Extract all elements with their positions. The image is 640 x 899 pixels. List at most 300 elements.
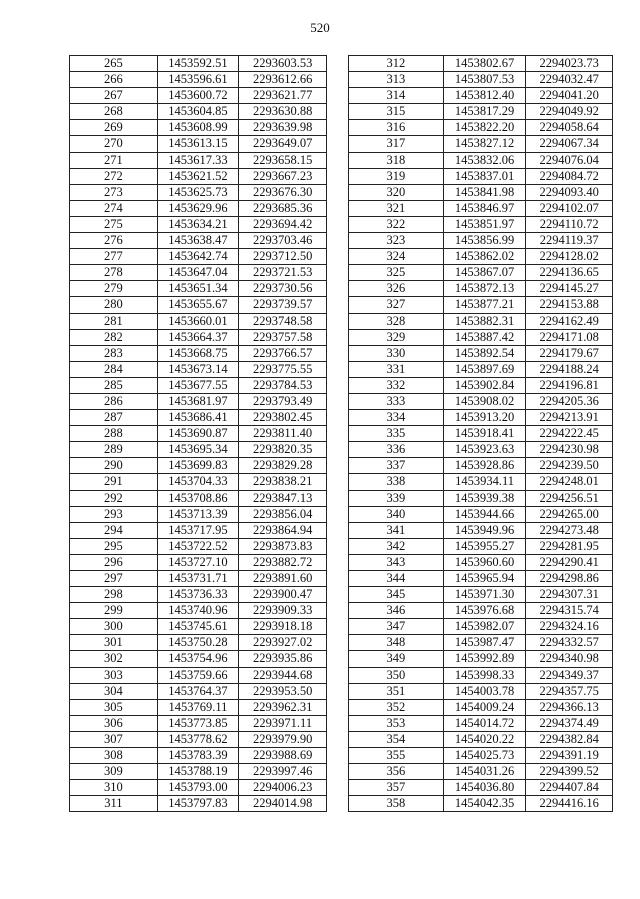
point-number-cell: 347 xyxy=(349,619,444,635)
table-row xyxy=(70,731,327,747)
table-row xyxy=(70,410,327,426)
x-coordinate-cell: 1453642.74 xyxy=(157,249,239,265)
point-number-cell: 302 xyxy=(70,651,158,667)
x-coordinate-cell: 1453807.53 xyxy=(443,72,526,88)
table-row xyxy=(349,88,613,104)
x-coordinate-cell: 1453629.96 xyxy=(157,200,239,216)
coordinates-table-left-body xyxy=(70,56,327,812)
point-number-cell: 343 xyxy=(349,554,444,570)
y-coordinate-cell: 2293694.42 xyxy=(239,216,327,232)
table-row xyxy=(70,361,327,377)
table-row xyxy=(349,329,613,345)
table-row xyxy=(349,667,613,683)
y-coordinate-cell: 2293847.13 xyxy=(239,490,327,506)
table-row xyxy=(349,490,613,506)
x-coordinate-cell: 1453736.33 xyxy=(157,587,239,603)
y-coordinate-cell: 2293838.21 xyxy=(239,474,327,490)
y-coordinate-cell: 2293703.46 xyxy=(239,233,327,249)
table-row xyxy=(349,168,613,184)
y-coordinate-cell: 2293882.72 xyxy=(239,554,327,570)
point-number-cell: 280 xyxy=(70,297,158,313)
table-row xyxy=(349,635,613,651)
x-coordinate-cell: 1453754.96 xyxy=(157,651,239,667)
table-row xyxy=(70,587,327,603)
table-row xyxy=(70,603,327,619)
x-coordinate-cell: 1453851.97 xyxy=(443,216,526,232)
y-coordinate-cell: 2293739.57 xyxy=(239,297,327,313)
x-coordinate-cell: 1453769.11 xyxy=(157,699,239,715)
table-row xyxy=(349,651,613,667)
coordinates-table-right-body xyxy=(349,56,613,812)
y-coordinate-cell: 2293784.53 xyxy=(239,377,327,393)
table-row xyxy=(70,249,327,265)
table-row xyxy=(70,120,327,136)
y-coordinate-cell: 2294239.50 xyxy=(526,458,613,474)
y-coordinate-cell: 2294340.98 xyxy=(526,651,613,667)
table-row xyxy=(70,200,327,216)
point-number-cell: 342 xyxy=(349,538,444,554)
table-row xyxy=(349,393,613,409)
y-coordinate-cell: 2294391.19 xyxy=(526,748,613,764)
x-coordinate-cell: 1453708.86 xyxy=(157,490,239,506)
x-coordinate-cell: 1453783.39 xyxy=(157,748,239,764)
x-coordinate-cell: 1454042.35 xyxy=(443,796,526,812)
table-row xyxy=(70,329,327,345)
y-coordinate-cell: 2293712.50 xyxy=(239,249,327,265)
table-row xyxy=(70,796,327,812)
table-row xyxy=(70,538,327,554)
y-coordinate-cell: 2294407.84 xyxy=(526,780,613,796)
y-coordinate-cell: 2294256.51 xyxy=(526,490,613,506)
point-number-cell: 267 xyxy=(70,88,158,104)
y-coordinate-cell: 2294041.20 xyxy=(526,88,613,104)
x-coordinate-cell: 1453949.96 xyxy=(443,522,526,538)
y-coordinate-cell: 2294014.98 xyxy=(239,796,327,812)
table-row xyxy=(349,216,613,232)
x-coordinate-cell: 1453745.61 xyxy=(157,619,239,635)
x-coordinate-cell: 1453773.85 xyxy=(157,715,239,731)
point-number-cell: 274 xyxy=(70,200,158,216)
point-number-cell: 300 xyxy=(70,619,158,635)
x-coordinate-cell: 1453677.55 xyxy=(157,377,239,393)
point-number-cell: 358 xyxy=(349,796,444,812)
x-coordinate-cell: 1453882.31 xyxy=(443,313,526,329)
y-coordinate-cell: 2294179.67 xyxy=(526,345,613,361)
table-row xyxy=(70,458,327,474)
x-coordinate-cell: 1454014.72 xyxy=(443,715,526,731)
point-number-cell: 352 xyxy=(349,699,444,715)
x-coordinate-cell: 1453939.38 xyxy=(443,490,526,506)
point-number-cell: 310 xyxy=(70,780,158,796)
point-number-cell: 303 xyxy=(70,667,158,683)
y-coordinate-cell: 2294023.73 xyxy=(526,56,613,72)
x-coordinate-cell: 1453750.28 xyxy=(157,635,239,651)
table-row xyxy=(70,506,327,522)
y-coordinate-cell: 2294188.24 xyxy=(526,361,613,377)
table-row xyxy=(349,281,613,297)
table-row xyxy=(70,764,327,780)
table-row xyxy=(70,667,327,683)
x-coordinate-cell: 1453987.47 xyxy=(443,635,526,651)
point-number-cell: 290 xyxy=(70,458,158,474)
y-coordinate-cell: 2294205.36 xyxy=(526,393,613,409)
y-coordinate-cell: 2293811.40 xyxy=(239,426,327,442)
x-coordinate-cell: 1453867.07 xyxy=(443,265,526,281)
point-number-cell: 357 xyxy=(349,780,444,796)
y-coordinate-cell: 2294315.74 xyxy=(526,603,613,619)
table-row xyxy=(70,683,327,699)
y-coordinate-cell: 2293979.90 xyxy=(239,731,327,747)
x-coordinate-cell: 1453837.01 xyxy=(443,168,526,184)
point-number-cell: 353 xyxy=(349,715,444,731)
y-coordinate-cell: 2294382.84 xyxy=(526,731,613,747)
table-row xyxy=(349,120,613,136)
table-row xyxy=(70,522,327,538)
y-coordinate-cell: 2294248.01 xyxy=(526,474,613,490)
x-coordinate-cell: 1453976.68 xyxy=(443,603,526,619)
table-row xyxy=(70,297,327,313)
x-coordinate-cell: 1453832.06 xyxy=(443,152,526,168)
y-coordinate-cell: 2293621.77 xyxy=(239,88,327,104)
table-row xyxy=(70,619,327,635)
x-coordinate-cell: 1453690.87 xyxy=(157,426,239,442)
y-coordinate-cell: 2293971.11 xyxy=(239,715,327,731)
point-number-cell: 345 xyxy=(349,587,444,603)
y-coordinate-cell: 2294273.48 xyxy=(526,522,613,538)
point-number-cell: 317 xyxy=(349,136,444,152)
table-row xyxy=(349,265,613,281)
y-coordinate-cell: 2294298.86 xyxy=(526,571,613,587)
x-coordinate-cell: 1453699.83 xyxy=(157,458,239,474)
point-number-cell: 304 xyxy=(70,683,158,699)
x-coordinate-cell: 1453664.37 xyxy=(157,329,239,345)
table-row xyxy=(349,603,613,619)
x-coordinate-cell: 1453727.10 xyxy=(157,554,239,570)
point-number-cell: 292 xyxy=(70,490,158,506)
table-row xyxy=(70,780,327,796)
table-row xyxy=(349,587,613,603)
y-coordinate-cell: 2293639.98 xyxy=(239,120,327,136)
x-coordinate-cell: 1453887.42 xyxy=(443,329,526,345)
y-coordinate-cell: 2294136.65 xyxy=(526,265,613,281)
y-coordinate-cell: 2293927.02 xyxy=(239,635,327,651)
point-number-cell: 269 xyxy=(70,120,158,136)
y-coordinate-cell: 2293676.30 xyxy=(239,184,327,200)
x-coordinate-cell: 1453713.39 xyxy=(157,506,239,522)
y-coordinate-cell: 2294128.02 xyxy=(526,249,613,265)
point-number-cell: 344 xyxy=(349,571,444,587)
point-number-cell: 354 xyxy=(349,731,444,747)
y-coordinate-cell: 2294006.23 xyxy=(239,780,327,796)
table-row xyxy=(70,426,327,442)
table-row xyxy=(349,619,613,635)
table-row xyxy=(70,715,327,731)
x-coordinate-cell: 1453695.34 xyxy=(157,442,239,458)
x-coordinate-cell: 1453846.97 xyxy=(443,200,526,216)
table-row xyxy=(70,490,327,506)
x-coordinate-cell: 1453681.97 xyxy=(157,393,239,409)
table-row xyxy=(349,410,613,426)
point-number-cell: 265 xyxy=(70,56,158,72)
point-number-cell: 271 xyxy=(70,152,158,168)
y-coordinate-cell: 2293757.58 xyxy=(239,329,327,345)
x-coordinate-cell: 1454009.24 xyxy=(443,699,526,715)
table-row xyxy=(349,731,613,747)
y-coordinate-cell: 2294416.16 xyxy=(526,796,613,812)
point-number-cell: 273 xyxy=(70,184,158,200)
point-number-cell: 339 xyxy=(349,490,444,506)
table-row xyxy=(349,764,613,780)
y-coordinate-cell: 2294281.95 xyxy=(526,538,613,554)
y-coordinate-cell: 2293935.86 xyxy=(239,651,327,667)
table-row xyxy=(70,442,327,458)
x-coordinate-cell: 1453955.27 xyxy=(443,538,526,554)
point-number-cell: 338 xyxy=(349,474,444,490)
table-row xyxy=(349,571,613,587)
table-row xyxy=(349,136,613,152)
point-number-cell: 351 xyxy=(349,683,444,699)
table-row xyxy=(70,635,327,651)
x-coordinate-cell: 1453778.62 xyxy=(157,731,239,747)
y-coordinate-cell: 2294307.31 xyxy=(526,587,613,603)
x-coordinate-cell: 1453992.89 xyxy=(443,651,526,667)
y-coordinate-cell: 2294162.49 xyxy=(526,313,613,329)
y-coordinate-cell: 2293856.04 xyxy=(239,506,327,522)
x-coordinate-cell: 1453892.54 xyxy=(443,345,526,361)
table-row xyxy=(349,361,613,377)
y-coordinate-cell: 2293766.57 xyxy=(239,345,327,361)
y-coordinate-cell: 2293997.46 xyxy=(239,764,327,780)
x-coordinate-cell: 1453802.67 xyxy=(443,56,526,72)
x-coordinate-cell: 1453827.12 xyxy=(443,136,526,152)
point-number-cell: 328 xyxy=(349,313,444,329)
y-coordinate-cell: 2294171.08 xyxy=(526,329,613,345)
y-coordinate-cell: 2293909.33 xyxy=(239,603,327,619)
x-coordinate-cell: 1453608.99 xyxy=(157,120,239,136)
x-coordinate-cell: 1453971.30 xyxy=(443,587,526,603)
table-row xyxy=(70,474,327,490)
point-number-cell: 306 xyxy=(70,715,158,731)
x-coordinate-cell: 1454036.80 xyxy=(443,780,526,796)
x-coordinate-cell: 1453797.83 xyxy=(157,796,239,812)
y-coordinate-cell: 2294222.45 xyxy=(526,426,613,442)
point-number-cell: 285 xyxy=(70,377,158,393)
table-row xyxy=(349,72,613,88)
y-coordinate-cell: 2294196.81 xyxy=(526,377,613,393)
x-coordinate-cell: 1453764.37 xyxy=(157,683,239,699)
x-coordinate-cell: 1453731.71 xyxy=(157,571,239,587)
y-coordinate-cell: 2293944.68 xyxy=(239,667,327,683)
table-row xyxy=(70,571,327,587)
point-number-cell: 356 xyxy=(349,764,444,780)
point-number-cell: 330 xyxy=(349,345,444,361)
point-number-cell: 301 xyxy=(70,635,158,651)
x-coordinate-cell: 1453872.13 xyxy=(443,281,526,297)
x-coordinate-cell: 1453717.95 xyxy=(157,522,239,538)
table-row xyxy=(349,233,613,249)
y-coordinate-cell: 2294324.16 xyxy=(526,619,613,635)
table-row xyxy=(349,715,613,731)
y-coordinate-cell: 2294058.64 xyxy=(526,120,613,136)
table-row xyxy=(349,506,613,522)
point-number-cell: 289 xyxy=(70,442,158,458)
x-coordinate-cell: 1453923.63 xyxy=(443,442,526,458)
table-row xyxy=(70,216,327,232)
x-coordinate-cell: 1453822.20 xyxy=(443,120,526,136)
point-number-cell: 287 xyxy=(70,410,158,426)
y-coordinate-cell: 2293721.53 xyxy=(239,265,327,281)
x-coordinate-cell: 1453788.19 xyxy=(157,764,239,780)
point-number-cell: 324 xyxy=(349,249,444,265)
y-coordinate-cell: 2294119.37 xyxy=(526,233,613,249)
x-coordinate-cell: 1453913.20 xyxy=(443,410,526,426)
table-row xyxy=(70,72,327,88)
point-number-cell: 291 xyxy=(70,474,158,490)
table-row xyxy=(70,184,327,200)
table-row xyxy=(70,393,327,409)
point-number-cell: 334 xyxy=(349,410,444,426)
x-coordinate-cell: 1453651.34 xyxy=(157,281,239,297)
point-number-cell: 329 xyxy=(349,329,444,345)
y-coordinate-cell: 2294110.72 xyxy=(526,216,613,232)
x-coordinate-cell: 1453660.01 xyxy=(157,313,239,329)
table-row xyxy=(349,426,613,442)
table-row xyxy=(349,474,613,490)
table-row xyxy=(349,313,613,329)
point-number-cell: 327 xyxy=(349,297,444,313)
y-coordinate-cell: 2294332.57 xyxy=(526,635,613,651)
table-row xyxy=(349,377,613,393)
point-number-cell: 332 xyxy=(349,377,444,393)
y-coordinate-cell: 2294084.72 xyxy=(526,168,613,184)
point-number-cell: 335 xyxy=(349,426,444,442)
coordinates-table-left xyxy=(69,55,327,812)
point-number-cell: 321 xyxy=(349,200,444,216)
table-row xyxy=(349,538,613,554)
table-row xyxy=(70,152,327,168)
y-coordinate-cell: 2293658.15 xyxy=(239,152,327,168)
x-coordinate-cell: 1453928.86 xyxy=(443,458,526,474)
point-number-cell: 325 xyxy=(349,265,444,281)
point-number-cell: 296 xyxy=(70,554,158,570)
y-coordinate-cell: 2293730.56 xyxy=(239,281,327,297)
point-number-cell: 284 xyxy=(70,361,158,377)
y-coordinate-cell: 2294265.00 xyxy=(526,506,613,522)
point-number-cell: 320 xyxy=(349,184,444,200)
y-coordinate-cell: 2294366.13 xyxy=(526,699,613,715)
x-coordinate-cell: 1453934.11 xyxy=(443,474,526,490)
table-row xyxy=(349,683,613,699)
point-number-cell: 314 xyxy=(349,88,444,104)
y-coordinate-cell: 2294049.92 xyxy=(526,104,613,120)
table-row xyxy=(349,442,613,458)
point-number-cell: 286 xyxy=(70,393,158,409)
point-number-cell: 323 xyxy=(349,233,444,249)
x-coordinate-cell: 1453596.61 xyxy=(157,72,239,88)
point-number-cell: 305 xyxy=(70,699,158,715)
table-row xyxy=(349,748,613,764)
x-coordinate-cell: 1453722.52 xyxy=(157,538,239,554)
point-number-cell: 278 xyxy=(70,265,158,281)
point-number-cell: 336 xyxy=(349,442,444,458)
y-coordinate-cell: 2294102.07 xyxy=(526,200,613,216)
point-number-cell: 307 xyxy=(70,731,158,747)
y-coordinate-cell: 2294145.27 xyxy=(526,281,613,297)
point-number-cell: 275 xyxy=(70,216,158,232)
table-row xyxy=(70,699,327,715)
y-coordinate-cell: 2294213.91 xyxy=(526,410,613,426)
point-number-cell: 355 xyxy=(349,748,444,764)
y-coordinate-cell: 2293667.23 xyxy=(239,168,327,184)
point-number-cell: 270 xyxy=(70,136,158,152)
y-coordinate-cell: 2293988.69 xyxy=(239,748,327,764)
table-row xyxy=(349,345,613,361)
x-coordinate-cell: 1453817.29 xyxy=(443,104,526,120)
table-row xyxy=(349,152,613,168)
y-coordinate-cell: 2293630.88 xyxy=(239,104,327,120)
table-row xyxy=(349,796,613,812)
x-coordinate-cell: 1454003.78 xyxy=(443,683,526,699)
point-number-cell: 266 xyxy=(70,72,158,88)
table-row xyxy=(70,104,327,120)
point-number-cell: 293 xyxy=(70,506,158,522)
coordinates-table-right xyxy=(348,55,613,812)
table-row xyxy=(349,297,613,313)
x-coordinate-cell: 1453998.33 xyxy=(443,667,526,683)
x-coordinate-cell: 1453604.85 xyxy=(157,104,239,120)
x-coordinate-cell: 1453600.72 xyxy=(157,88,239,104)
table-row xyxy=(70,554,327,570)
table-row xyxy=(349,56,613,72)
x-coordinate-cell: 1453960.60 xyxy=(443,554,526,570)
point-number-cell: 308 xyxy=(70,748,158,764)
point-number-cell: 297 xyxy=(70,571,158,587)
y-coordinate-cell: 2294290.41 xyxy=(526,554,613,570)
point-number-cell: 299 xyxy=(70,603,158,619)
y-coordinate-cell: 2293748.58 xyxy=(239,313,327,329)
point-number-cell: 348 xyxy=(349,635,444,651)
table-row xyxy=(349,104,613,120)
x-coordinate-cell: 1454020.22 xyxy=(443,731,526,747)
x-coordinate-cell: 1453902.84 xyxy=(443,377,526,393)
point-number-cell: 298 xyxy=(70,587,158,603)
x-coordinate-cell: 1453944.66 xyxy=(443,506,526,522)
table-row xyxy=(70,651,327,667)
y-coordinate-cell: 2294374.49 xyxy=(526,715,613,731)
x-coordinate-cell: 1453617.33 xyxy=(157,152,239,168)
point-number-cell: 281 xyxy=(70,313,158,329)
point-number-cell: 341 xyxy=(349,522,444,538)
point-number-cell: 272 xyxy=(70,168,158,184)
x-coordinate-cell: 1453655.67 xyxy=(157,297,239,313)
y-coordinate-cell: 2293864.94 xyxy=(239,522,327,538)
point-number-cell: 326 xyxy=(349,281,444,297)
point-number-cell: 309 xyxy=(70,764,158,780)
point-number-cell: 337 xyxy=(349,458,444,474)
point-number-cell: 313 xyxy=(349,72,444,88)
y-coordinate-cell: 2293918.18 xyxy=(239,619,327,635)
point-number-cell: 316 xyxy=(349,120,444,136)
table-row xyxy=(70,377,327,393)
x-coordinate-cell: 1453634.21 xyxy=(157,216,239,232)
point-number-cell: 312 xyxy=(349,56,444,72)
x-coordinate-cell: 1453793.00 xyxy=(157,780,239,796)
y-coordinate-cell: 2293962.31 xyxy=(239,699,327,715)
y-coordinate-cell: 2293873.83 xyxy=(239,538,327,554)
point-number-cell: 294 xyxy=(70,522,158,538)
x-coordinate-cell: 1453673.14 xyxy=(157,361,239,377)
x-coordinate-cell: 1453704.33 xyxy=(157,474,239,490)
